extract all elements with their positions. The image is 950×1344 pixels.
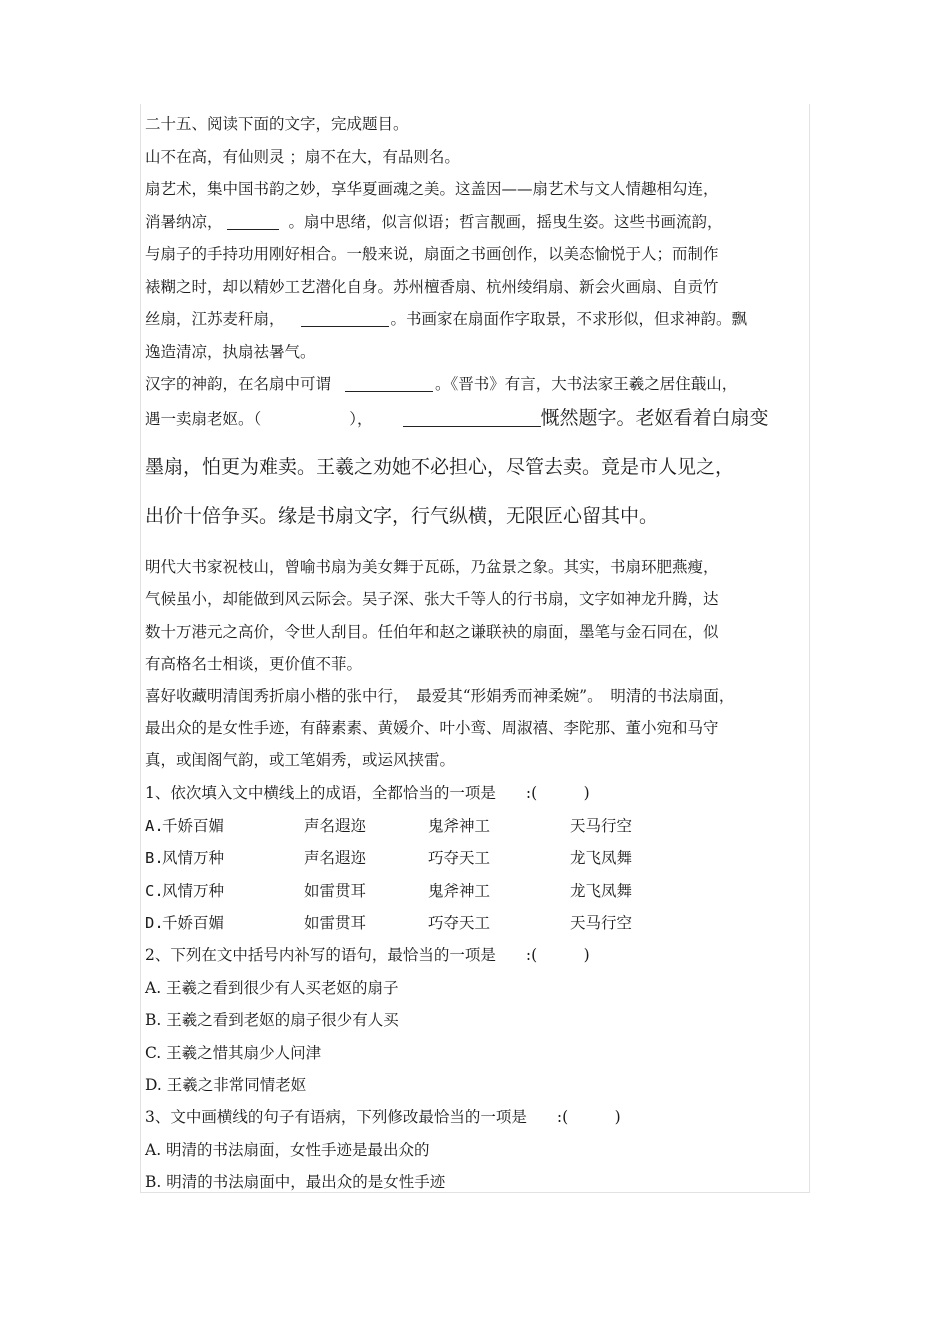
passage-text: ）， bbox=[349, 410, 373, 428]
passage-line: 山不在高，有仙则灵 ；扇不在大，有品则名。 bbox=[145, 148, 460, 166]
option-item: 声名遐迩 bbox=[304, 849, 367, 867]
passage-line bbox=[145, 406, 769, 430]
fill-blank-1 bbox=[227, 215, 279, 230]
question-stem: 1、依次填入文中横线上的成语，全都恰当的一项是 bbox=[145, 784, 496, 802]
passage-line bbox=[145, 212, 723, 232]
q2-option-d[interactable]: D. 王羲之非常同情老妪 bbox=[145, 1076, 307, 1094]
option-letter: D. bbox=[145, 914, 164, 932]
passage-text: 汉字的神韵，在名扇中可谓 bbox=[145, 375, 332, 393]
passage-text: 。《晋书》有言，大书法家王羲之居住蕺山， bbox=[435, 375, 738, 393]
option-item: 龙飞凤舞 bbox=[570, 882, 633, 900]
passage-text: 消暑纳凉， bbox=[145, 213, 223, 231]
option-item: 天马行空 bbox=[570, 914, 633, 932]
passage-line bbox=[145, 374, 737, 394]
passage-line: 最出众的是女性手迹，有薛素素、黄媛介、叶小鸾、周淑禧、李陀那、董小宛和马守 bbox=[145, 719, 719, 737]
passage-text: 丝扇，江苏麦秆扇， bbox=[145, 310, 285, 328]
passage-line: 喜好收藏明清闺秀折扇小楷的张中行， 最爱其“形娟秀而神柔婉”。 明清的书法扇面， bbox=[145, 687, 735, 705]
passage-line: 明代大书家祝枝山，曾喻书扇为美女舞于瓦砾，乃盆景之象。其实，书扇环肥燕瘦， bbox=[145, 558, 719, 576]
passage-line: 有高格名士相谈，更价值不菲。 bbox=[145, 655, 363, 673]
question-1 bbox=[145, 783, 590, 803]
question-3 bbox=[145, 1107, 621, 1127]
q3-option-a[interactable]: A. 明清的书法扇面，女性手迹是最出众的 bbox=[145, 1141, 430, 1159]
question-stem: 2、下列在文中括号内补写的语句，最恰当的一项是 bbox=[145, 946, 496, 964]
option-item: 千娇百媚 bbox=[162, 914, 225, 932]
passage-line: 气候虽小，却能做到风云际会。吴子深、张大千等人的行书扇，文字如神龙升腾，达 bbox=[145, 590, 719, 608]
passage-text: 遇一卖扇老妪。（ bbox=[145, 410, 262, 428]
option-letter: B. bbox=[145, 849, 164, 867]
answer-paren: :( ) bbox=[525, 946, 590, 964]
passage-text: 。书画家在扇面作字取景，不求形似，但求神韵。飘 bbox=[390, 310, 748, 328]
q3-option-b[interactable]: B. 明清的书法扇面中，最出众的是女性手迹 bbox=[145, 1173, 446, 1191]
option-item: 声名遐迩 bbox=[304, 817, 367, 835]
fill-blank-3 bbox=[345, 377, 433, 392]
passage-text: 慨然题字。老妪看着白扇变 bbox=[540, 407, 769, 429]
passage-text: 。扇中思绪，似言似语；哲言靓画，摇曳生姿。这些书画流韵， bbox=[288, 213, 723, 231]
passage-line: 与扇子的手持功用刚好相合。一般来说，扇面之书画创作，以美态愉悦于人；而制作 bbox=[145, 245, 719, 263]
option-item: 天马行空 bbox=[570, 817, 633, 835]
fill-blank-2 bbox=[301, 312, 389, 327]
passage-line: 逸造清凉，执扇祛暑气。 bbox=[145, 343, 316, 361]
q2-option-c[interactable]: C. 王羲之惜其扇少人问津 bbox=[145, 1044, 322, 1062]
passage-line: 数十万港元之高价，令世人刮目。任伯年和赵之谦联袂的扇面，墨笔与金石同在，似 bbox=[145, 623, 719, 641]
question-2 bbox=[145, 945, 590, 965]
passage-line: 墨扇，怕更为难卖。王羲之劝她不必担心，尽管去卖。竟是市人见之， bbox=[145, 456, 735, 478]
option-item: 风情万种 bbox=[162, 882, 225, 900]
option-item: 风情万种 bbox=[162, 849, 225, 867]
passage-line: 出价十倍争买。缘是书扇文字，行气纵横，无限匠心留其中。 bbox=[145, 505, 659, 527]
question-stem: 3、文中画横线的句子有语病，下列修改最恰当的一项是 bbox=[145, 1108, 527, 1126]
option-item: 如雷贯耳 bbox=[304, 882, 367, 900]
passage-line: 裱糊之时，却以精妙工艺潜化自身。苏州檀香扇、杭州绫绢扇、新会火画扇、自贡竹 bbox=[145, 278, 719, 296]
option-letter: A. bbox=[145, 817, 164, 835]
q2-option-b[interactable]: B. 王羲之看到老妪的扇子很少有人买 bbox=[145, 1011, 399, 1029]
q2-option-a[interactable]: A. 王羲之看到很少有人买老妪的扇子 bbox=[145, 979, 399, 997]
option-letter: C. bbox=[145, 882, 164, 900]
option-item: 鬼斧神工 bbox=[428, 817, 491, 835]
option-item: 巧夺天工 bbox=[428, 849, 491, 867]
section-title: 二十五、阅读下面的文字，完成题目。 bbox=[145, 115, 409, 133]
option-item: 巧夺天工 bbox=[428, 914, 491, 932]
answer-paren: :( ) bbox=[556, 1108, 621, 1126]
option-item: 如雷贯耳 bbox=[304, 914, 367, 932]
passage-line bbox=[145, 309, 747, 329]
option-item: 鬼斧神工 bbox=[428, 882, 491, 900]
option-item: 千娇百媚 bbox=[162, 817, 225, 835]
fill-blank-4 bbox=[403, 412, 541, 427]
passage-line: 真，或闺阁气韵，或工笔娟秀，或运风挟雷。 bbox=[145, 751, 456, 769]
passage-line: 扇艺术，集中国书韵之妙，享华夏画魂之美。这盖因——扇艺术与文人情趣相勾连， bbox=[145, 180, 719, 198]
answer-paren: :( ) bbox=[525, 784, 590, 802]
option-item: 龙飞凤舞 bbox=[570, 849, 633, 867]
